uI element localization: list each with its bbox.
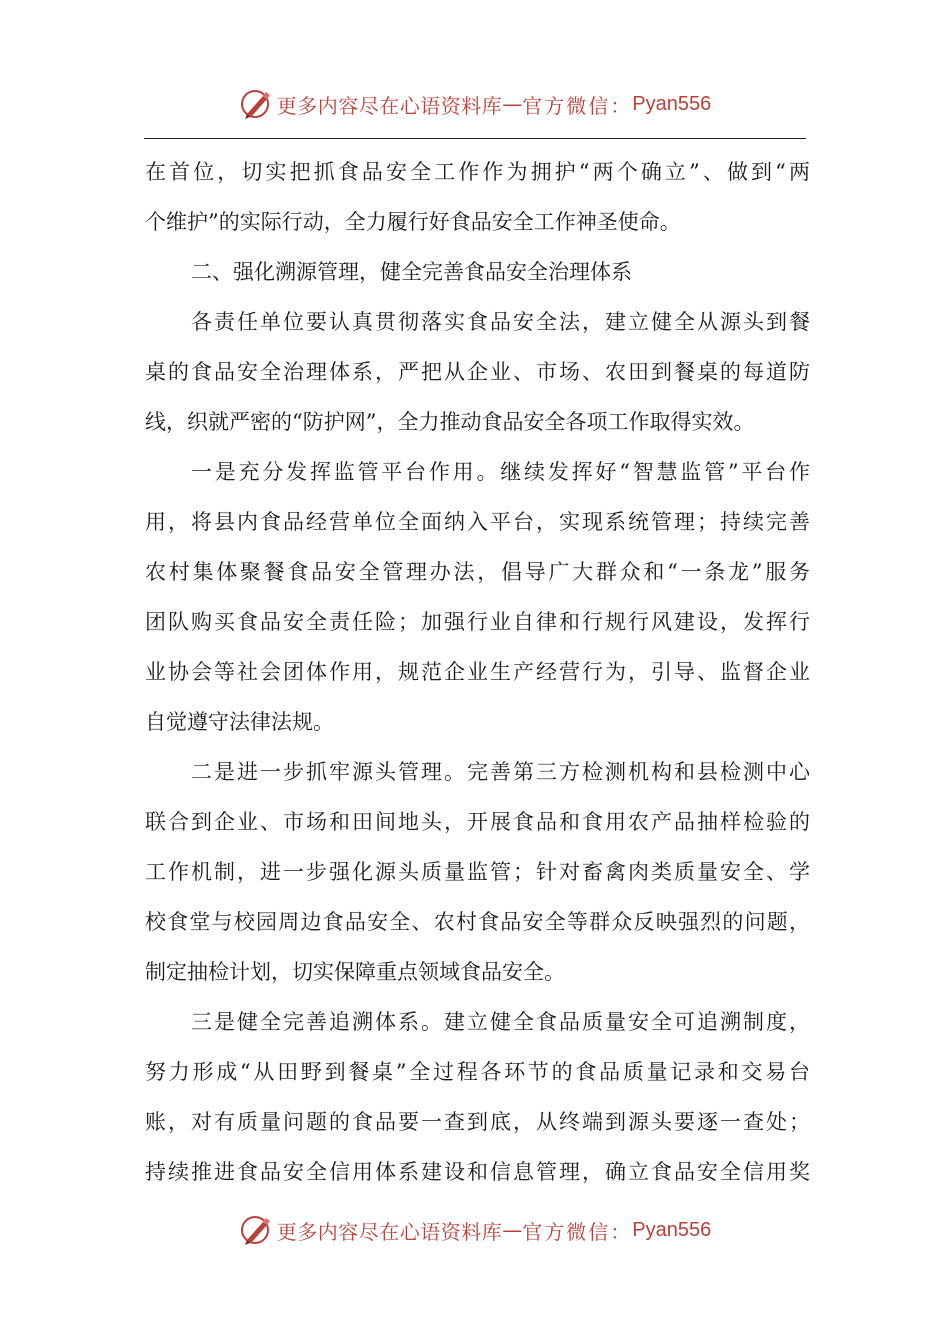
text-line: 个维护”的实际行动，全力履行好食品安全工作神圣使命。 bbox=[145, 210, 681, 234]
text-line: 团队购买食品安全责任险；加强行业自律和行规行风建设，发挥行 bbox=[145, 610, 810, 634]
text-line: 各责任单位要认真贯彻落实食品安全法，建立健全从源头到餐 bbox=[191, 310, 810, 334]
banner-brand-text: 更多内容尽在心语资料库 bbox=[276, 1219, 503, 1244]
document-body bbox=[145, 147, 810, 1197]
text-line: 自觉遵守法律法规。 bbox=[145, 710, 334, 734]
banner-wechat-label: 官方微信： bbox=[522, 1219, 633, 1244]
header-divider bbox=[144, 138, 806, 139]
text-line: 校食堂与校园周边食品安全、农村食品安全等群众反映强烈的问题， bbox=[145, 910, 810, 934]
paragraph bbox=[145, 747, 810, 997]
paragraph bbox=[145, 247, 810, 297]
footer-banner bbox=[0, 1210, 950, 1250]
text-line: 农村集体聚餐食品安全管理办法，倡导广大群众和“一条龙”服务 bbox=[145, 560, 810, 584]
text-line: 制定抽检计划，切实保障重点领域食品安全。 bbox=[145, 960, 565, 984]
text-line: 一是充分发挥监管平台作用。继续发挥好“智慧监管”平台作 bbox=[191, 460, 810, 484]
text-line: 努力形成“从田野到餐桌”全过程各环节的食品质量记录和交易台 bbox=[145, 1060, 810, 1084]
pen-logo-icon bbox=[239, 1213, 273, 1247]
text-line: 账，对有质量问题的食品要一查到底，从终端到源头要逐一查处； bbox=[145, 1110, 810, 1134]
text-line: 业协会等社会团体作用，规范企业生产经营行为，引导、监督企业 bbox=[145, 660, 810, 684]
banner-dash: — bbox=[502, 92, 523, 116]
text-line: 线，织就严密的“防护网”，全力推动食品安全各项工作取得实效。 bbox=[145, 410, 755, 434]
text-line: 联合到企业、市场和田间地头，开展食品和食用农产品抽样检验的 bbox=[145, 810, 810, 834]
footer-banner-inner bbox=[239, 1213, 711, 1247]
pen-logo-icon bbox=[239, 87, 273, 121]
paragraph bbox=[145, 447, 810, 747]
banner-wechat-id: Pyan556 bbox=[632, 92, 712, 115]
text-line: 持续推进食品安全信用体系建设和信息管理，确立食品安全信用奖 bbox=[145, 1160, 810, 1184]
paragraph bbox=[145, 997, 810, 1197]
banner-dash: — bbox=[502, 1218, 523, 1242]
header-banner-inner bbox=[239, 87, 711, 121]
banner-wechat-label: 官方微信： bbox=[522, 93, 633, 118]
text-line: 三是健全完善追溯体系。建立健全食品质量安全可追溯制度， bbox=[191, 1010, 810, 1034]
text-line: 在首位，切实把抓食品安全工作作为拥护“两个确立”、做到“两 bbox=[145, 160, 810, 184]
header-banner bbox=[0, 84, 950, 124]
text-line: 二是进一步抓牢源头管理。完善第三方检测机构和县检测中心 bbox=[191, 760, 810, 784]
paragraph bbox=[145, 297, 810, 447]
text-line: 工作机制，进一步强化源头质量监管；针对畜禽肉类质量安全、学 bbox=[145, 860, 810, 884]
text-line: 用，将县内食品经营单位全面纳入平台，实现系统管理；持续完善 bbox=[145, 510, 810, 534]
text-line: 二、强化溯源管理，健全完善食品安全治理体系 bbox=[191, 260, 632, 284]
banner-wechat-id: Pyan556 bbox=[632, 1218, 712, 1241]
paragraph bbox=[145, 147, 810, 247]
text-line: 桌的食品安全治理体系，严把从企业、市场、农田到餐桌的每道防 bbox=[145, 360, 810, 384]
banner-brand-text: 更多内容尽在心语资料库 bbox=[276, 93, 503, 118]
